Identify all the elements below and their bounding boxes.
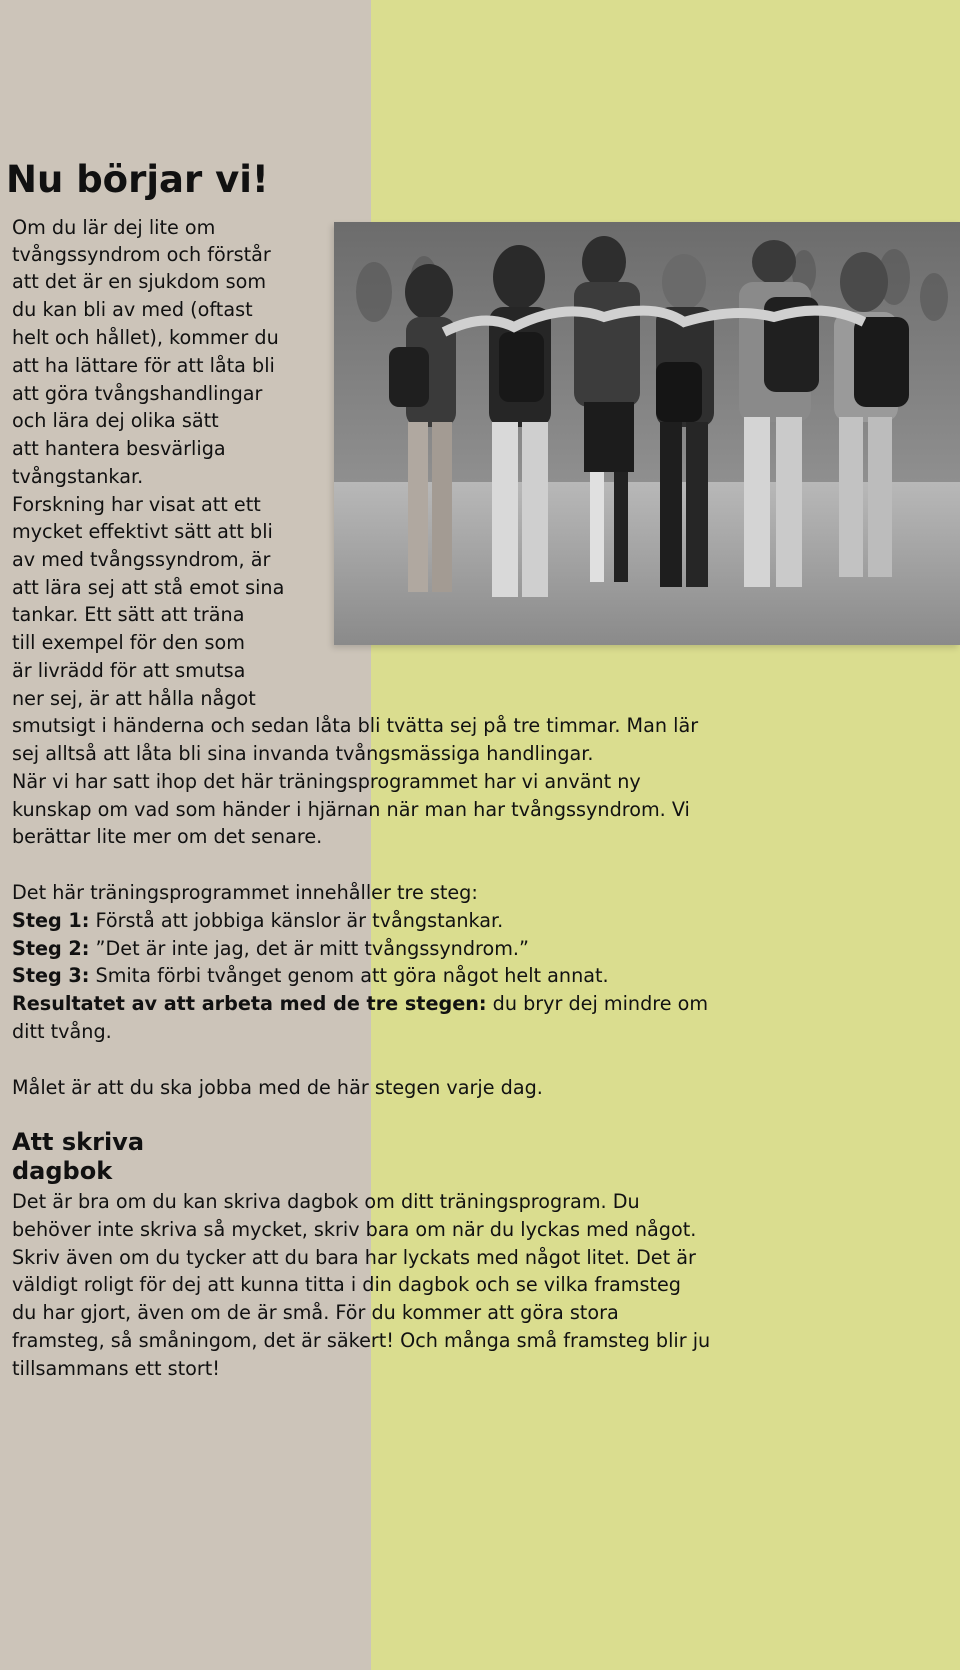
diary-line: Skriv även om du tycker att du bara har lyckats med något litet. Det är bbox=[12, 1246, 696, 1269]
intro-line: Forskning har visat att ett bbox=[12, 493, 261, 516]
body-line: smutsigt i händerna och sedan låta bli tvätta sej på tre timmar. Man lär bbox=[12, 714, 699, 737]
result-line-2: ditt tvång. bbox=[12, 1020, 112, 1043]
intro-line: du kan bli av med (oftast bbox=[12, 298, 253, 321]
diary-line: Det är bra om du kan skriva dagbok om ditt träningsprogram. Du bbox=[12, 1190, 640, 1213]
result-line bbox=[12, 990, 708, 1018]
intro-line: att ha lättare för att låta bli bbox=[12, 354, 275, 377]
diary-heading-line-2: dagbok bbox=[12, 1157, 113, 1185]
group-photo bbox=[334, 222, 960, 645]
body-line: kunskap om vad som händer i hjärnan när man har tvångssyndrom. Vi bbox=[12, 798, 690, 821]
step-label: Steg 2: bbox=[12, 937, 90, 960]
intro-line: till exempel för den som bbox=[12, 631, 245, 654]
body-line: berättar lite mer om det senare. bbox=[12, 825, 323, 848]
result-label: Resultatet av att arbeta med de tre stegen: bbox=[12, 992, 487, 1015]
diary-heading bbox=[12, 1128, 144, 1186]
step-3 bbox=[12, 962, 609, 990]
step-1 bbox=[12, 907, 503, 935]
intro-line: att lära sej att stå emot sina bbox=[12, 576, 285, 599]
step-text: Smita förbi tvånget genom att göra något helt annat. bbox=[89, 964, 609, 987]
page-title: Nu börjar vi! bbox=[6, 158, 269, 201]
intro-line: helt och hållet), kommer du bbox=[12, 326, 279, 349]
result-text: du bryr dej mindre om bbox=[486, 992, 709, 1015]
diary-line: du har gjort, även om de är små. För du kommer att göra stora bbox=[12, 1301, 619, 1324]
step-label: Steg 1: bbox=[12, 909, 90, 932]
intro-line: mycket effektivt sätt att bli bbox=[12, 520, 273, 543]
step-2 bbox=[12, 935, 529, 963]
intro-line: ner sej, är att hålla något bbox=[12, 687, 256, 710]
intro-line: och lära dej olika sätt bbox=[12, 409, 219, 432]
diary-line: behöver inte skriva så mycket, skriv bara om när du lyckas med något. bbox=[12, 1218, 697, 1241]
intro-line: är livrädd för att smutsa bbox=[12, 659, 246, 682]
step-text: ”Det är inte jag, det är mitt tvångssyndrom.” bbox=[89, 937, 529, 960]
step-label: Steg 3: bbox=[12, 964, 90, 987]
intro-line: att det är en sjukdom som bbox=[12, 270, 267, 293]
intro-line: att göra tvångshandlingar bbox=[12, 382, 263, 405]
goal-text: Målet är att du ska jobba med de här stegen varje dag. bbox=[12, 1076, 543, 1099]
intro-line: att hantera besvärliga bbox=[12, 437, 226, 460]
steps-intro: Det här träningsprogrammet innehåller tre steg: bbox=[12, 881, 478, 904]
intro-line: tvångssyndrom och förstår bbox=[12, 243, 271, 266]
intro-line: av med tvångssyndrom, är bbox=[12, 548, 271, 571]
diary-line: väldigt roligt för dej att kunna titta i din dagbok och se vilka framsteg bbox=[12, 1273, 681, 1296]
body-line: När vi har satt ihop det här träningsprogrammet har vi använt ny bbox=[12, 770, 641, 793]
diary-line: framsteg, så småningom, det är säkert! Och många små framsteg blir ju bbox=[12, 1329, 711, 1352]
diary-line: tillsammans ett stort! bbox=[12, 1357, 220, 1380]
step-text: Förstå att jobbiga känslor är tvångstankar. bbox=[89, 909, 504, 932]
intro-line: tankar. Ett sätt att träna bbox=[12, 603, 245, 626]
intro-line: tvångstankar. bbox=[12, 465, 144, 488]
body-line: sej alltså att låta bli sina invanda tvångsmässiga handlingar. bbox=[12, 742, 594, 765]
diary-heading-line-1: Att skriva bbox=[12, 1128, 145, 1156]
intro-line: Om du lär dej lite om bbox=[12, 216, 216, 239]
